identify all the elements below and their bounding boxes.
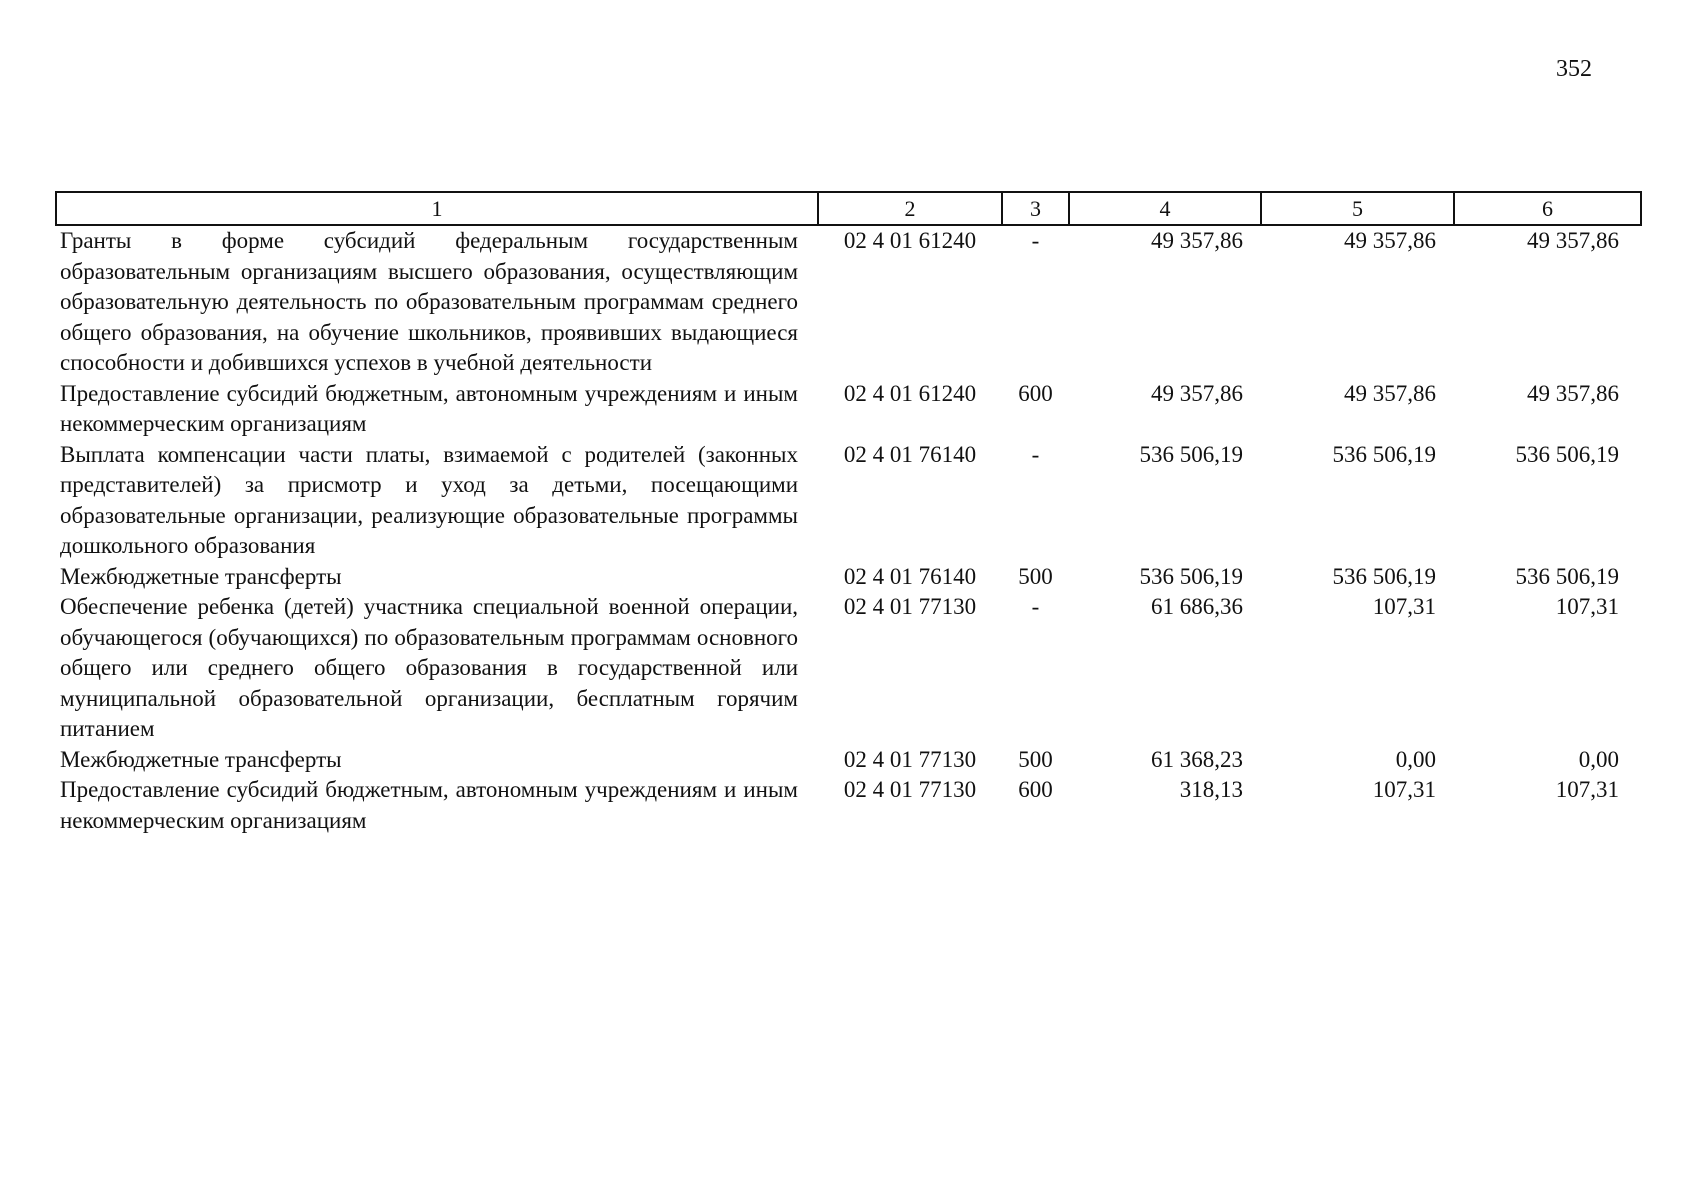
row-amount-5: 107,31	[1372, 777, 1436, 802]
row-amount-6: 107,31	[1555, 777, 1619, 802]
row-amount-6: 49 357,86	[1527, 228, 1619, 253]
budget-table	[55, 191, 1642, 836]
row-vr: -	[1031, 441, 1040, 467]
row-vr: 600	[1018, 777, 1053, 802]
header-col-1: 1	[56, 192, 818, 225]
row-csr: 02 4 01 76140	[843, 441, 977, 467]
row-amount-6: 536 506,19	[1515, 563, 1619, 589]
table-row	[56, 379, 1641, 440]
row-csr: 02 4 01 77130	[843, 746, 977, 772]
row-name: Межбюджетные трансферты	[60, 563, 342, 589]
table-row	[56, 562, 1641, 593]
row-amount-5: 49 357,86	[1344, 380, 1436, 406]
row-name: Обеспечение ребенка (детей) участника специальной военной операции, обучающегося (обучающихся) по образовательным программам основного общего или среднего общего образования в государственной или муниципальной образовательной организации, бесплатным горячим питанием	[60, 594, 798, 741]
row-amount-6: 0,00	[1578, 746, 1619, 772]
row-vr: -	[1031, 228, 1040, 253]
row-name: Выплата компенсации части платы, взимаемой с родителей (законных представителей) за присмотр и уход за детьми, посещающими образовательные организации, реализующие образовательные программы дошкольного образования	[60, 441, 798, 558]
row-amount-4: 61 686,36	[1151, 594, 1243, 619]
row-amount-5: 536 506,19	[1332, 563, 1436, 589]
row-csr: 02 4 01 76140	[843, 563, 977, 589]
row-amount-5: 49 357,86	[1344, 228, 1436, 253]
row-name: Предоставление субсидий бюджетным, автономным учреждениям и иным некоммерческим организациям	[60, 777, 798, 833]
table-header	[56, 192, 1641, 225]
row-vr: 600	[1018, 380, 1053, 406]
table-body	[56, 225, 1641, 836]
row-name: Межбюджетные трансферты	[60, 746, 342, 772]
row-vr: 500	[1018, 746, 1053, 772]
row-amount-5: 536 506,19	[1332, 441, 1436, 467]
table-row	[56, 440, 1641, 562]
row-amount-4: 318,13	[1179, 777, 1243, 802]
row-amount-5: 0,00	[1395, 746, 1436, 772]
row-amount-6: 107,31	[1555, 594, 1619, 619]
row-csr: 02 4 01 77130	[843, 594, 977, 619]
table-row	[56, 225, 1641, 379]
header-col-6: 6	[1454, 192, 1641, 225]
table-row	[56, 775, 1641, 836]
header-row	[56, 192, 1641, 225]
header-col-3: 3	[1002, 192, 1069, 225]
header-col-2: 2	[818, 192, 1002, 225]
row-amount-6: 536 506,19	[1515, 441, 1619, 467]
row-csr: 02 4 01 61240	[843, 380, 977, 406]
table-row	[56, 592, 1641, 745]
header-col-5: 5	[1261, 192, 1454, 225]
row-name: Гранты в форме субсидий федеральным государственным образовательным организациям высшего образования, осуществляющим образовательную деятельность по образовательным программам среднего общего образования, на обучение школьников, проявивших выдающиеся способности и добившихся успехов в учебной деятельности	[60, 228, 798, 375]
row-amount-5: 107,31	[1372, 594, 1436, 619]
row-amount-4: 61 368,23	[1151, 746, 1243, 772]
row-amount-4: 49 357,86	[1151, 380, 1243, 406]
row-amount-4: 536 506,19	[1139, 441, 1243, 467]
row-vr: 500	[1018, 563, 1053, 589]
page-number: 352	[1556, 56, 1592, 82]
table-row	[56, 745, 1641, 776]
row-csr: 02 4 01 61240	[843, 228, 977, 253]
row-name: Предоставление субсидий бюджетным, автономным учреждениям и иным некоммерческим организациям	[60, 380, 798, 436]
row-vr: -	[1031, 594, 1040, 619]
row-amount-4: 49 357,86	[1151, 228, 1243, 253]
row-csr: 02 4 01 77130	[843, 777, 977, 802]
header-col-4: 4	[1069, 192, 1261, 225]
row-amount-6: 49 357,86	[1527, 380, 1619, 406]
row-amount-4: 536 506,19	[1139, 563, 1243, 589]
